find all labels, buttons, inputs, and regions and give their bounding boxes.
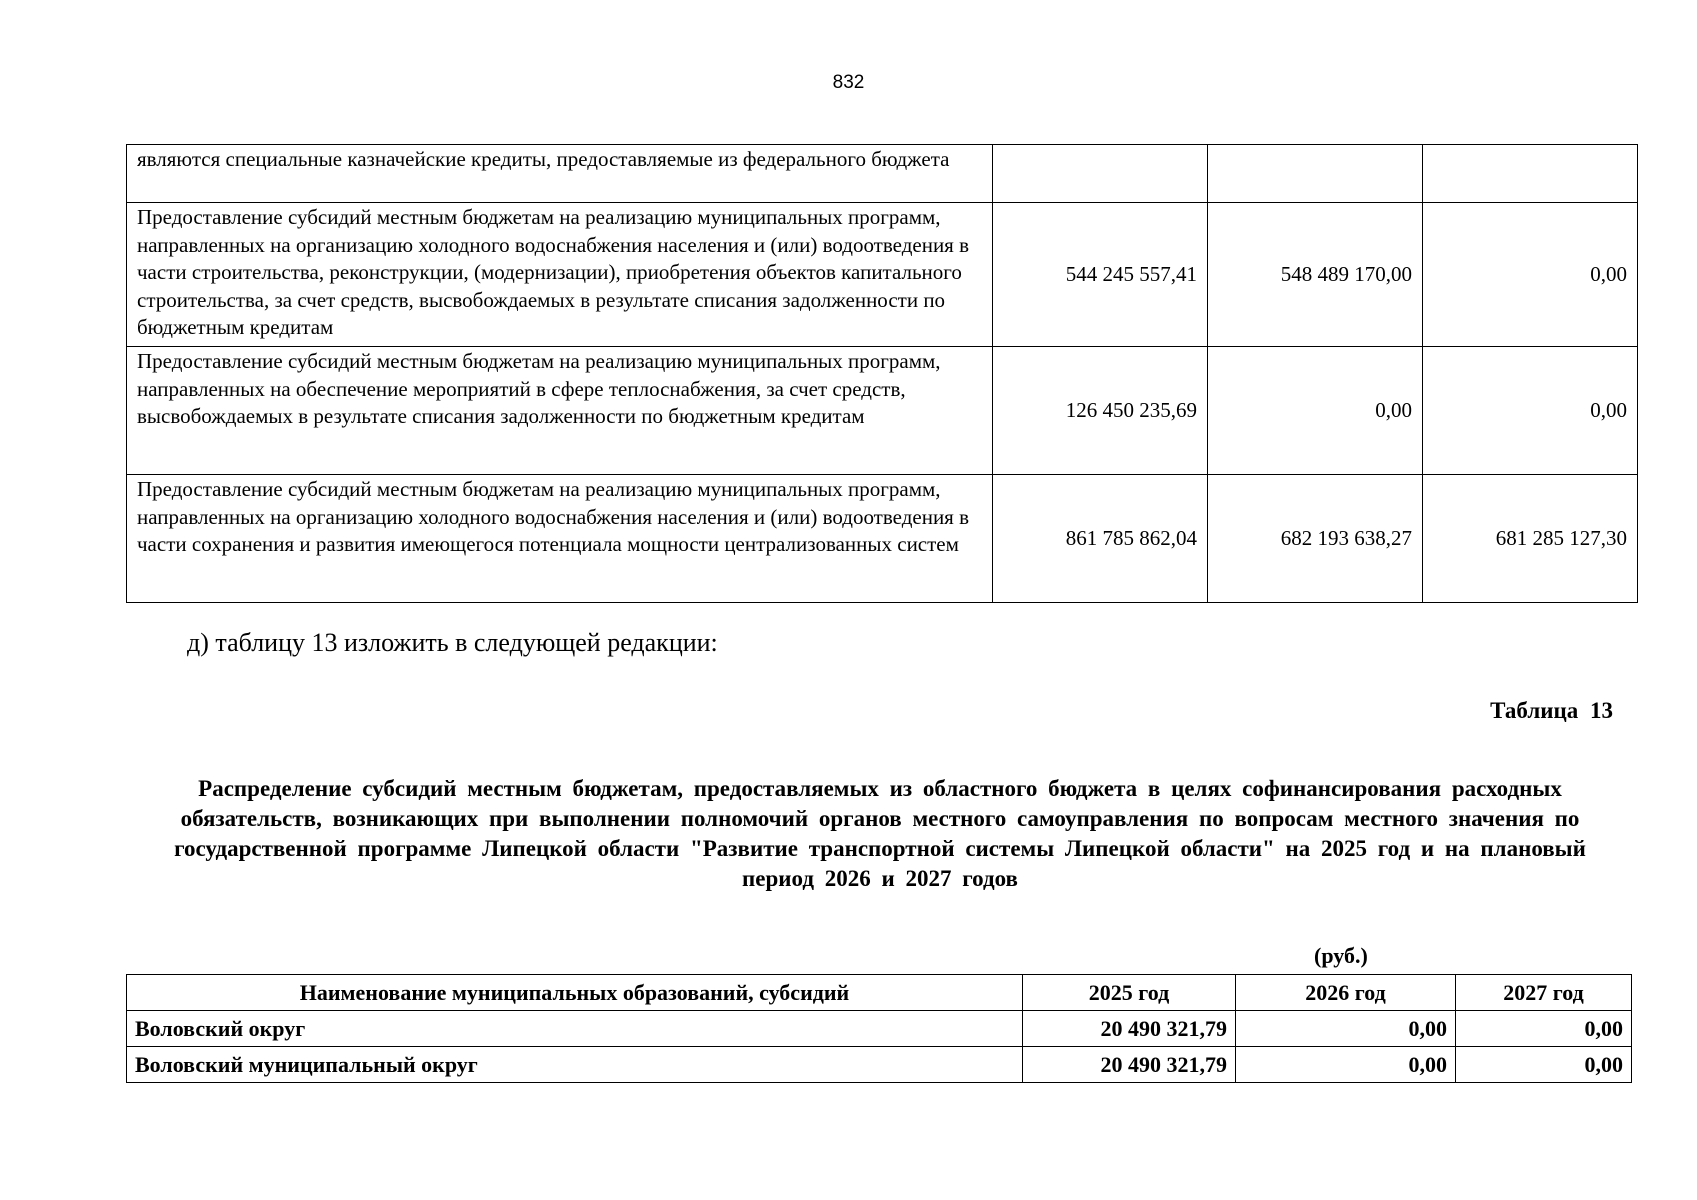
value-2027: 681 285 127,30 [1423, 475, 1638, 603]
column-header-2027: 2027 год [1456, 975, 1632, 1011]
units-label: (руб.) [1314, 943, 1368, 968]
value-2025: 20 490 321,79 [1023, 1047, 1236, 1083]
table-row [127, 1011, 1632, 1047]
value-2026: 0,00 [1236, 1047, 1456, 1083]
column-header-2025: 2025 год [1023, 975, 1236, 1011]
row-description: являются специальные казначейские кредиты, предоставляемые из федерального бюджета [127, 145, 993, 203]
subsidy-table [126, 974, 1632, 1083]
value-2027: 0,00 [1456, 1047, 1632, 1083]
column-header-2026: 2026 год [1236, 975, 1456, 1011]
table-row [127, 145, 1638, 203]
value-2026: 0,00 [1208, 347, 1423, 475]
table-row [127, 347, 1638, 475]
value-2026: 682 193 638,27 [1208, 475, 1423, 603]
table-title: Распределение субсидий местным бюджетам, предоставляемых из областного бюджета в целях софинансирования расходных обязательств, возникающих при выполнении полномочий органов местного самоуправления по вопросам местного значения по государственной программе Липецкой области "Развитие транспортной системы Липецкой области" на 2025 год и на плановый период 2026 и 2027 годов [174, 776, 1586, 891]
value-2027: 0,00 [1423, 203, 1638, 347]
value-2027: 0,00 [1456, 1011, 1632, 1047]
value-2027: 0,00 [1423, 347, 1638, 475]
row-description: Предоставление субсидий местным бюджетам на реализацию муниципальных программ, направленных на организацию холодного водоснабжения населения и (или) водоотведения в части сохранения и развития имеющегося потенциала мощности централизованных систем [127, 475, 993, 603]
table-header-row [127, 975, 1632, 1011]
continuation-table [126, 144, 1638, 603]
value-2026: 0,00 [1236, 1011, 1456, 1047]
table-row [127, 475, 1638, 603]
value-2025 [993, 145, 1208, 203]
row-description: Предоставление субсидий местным бюджетам на реализацию муниципальных программ, направленных на организацию холодного водоснабжения населения и (или) водоотведения в части строительства, реконструкции, (модернизации), приобретения объектов капитального строительства, за счет средств, высвобождаемых в результате списания задолженности по бюджетным кредитам [127, 203, 993, 347]
table-row [127, 1047, 1632, 1083]
row-description: Предоставление субсидий местным бюджетам на реализацию муниципальных программ, направленных на обеспечение мероприятий в сфере теплоснабжения, за счет средств, высвобождаемых в результате списания задолженности по бюджетным кредитам [127, 347, 993, 475]
page-number: 832 [832, 72, 865, 93]
value-2026: 548 489 170,00 [1208, 203, 1423, 347]
municipality-name: Воловский округ [127, 1011, 1023, 1047]
table-row [127, 203, 1638, 347]
value-2025: 861 785 862,04 [993, 475, 1208, 603]
value-2025: 20 490 321,79 [1023, 1011, 1236, 1047]
table-label: Таблица 13 [1490, 698, 1613, 723]
municipality-name: Воловский муниципальный округ [127, 1047, 1023, 1083]
amendment-instruction: д) таблицу 13 изложить в следующей редакции: [187, 628, 718, 657]
value-2025: 544 245 557,41 [993, 203, 1208, 347]
value-2027 [1423, 145, 1638, 203]
column-header-name: Наименование муниципальных образований, субсидий [127, 975, 1023, 1011]
value-2025: 126 450 235,69 [993, 347, 1208, 475]
value-2026 [1208, 145, 1423, 203]
